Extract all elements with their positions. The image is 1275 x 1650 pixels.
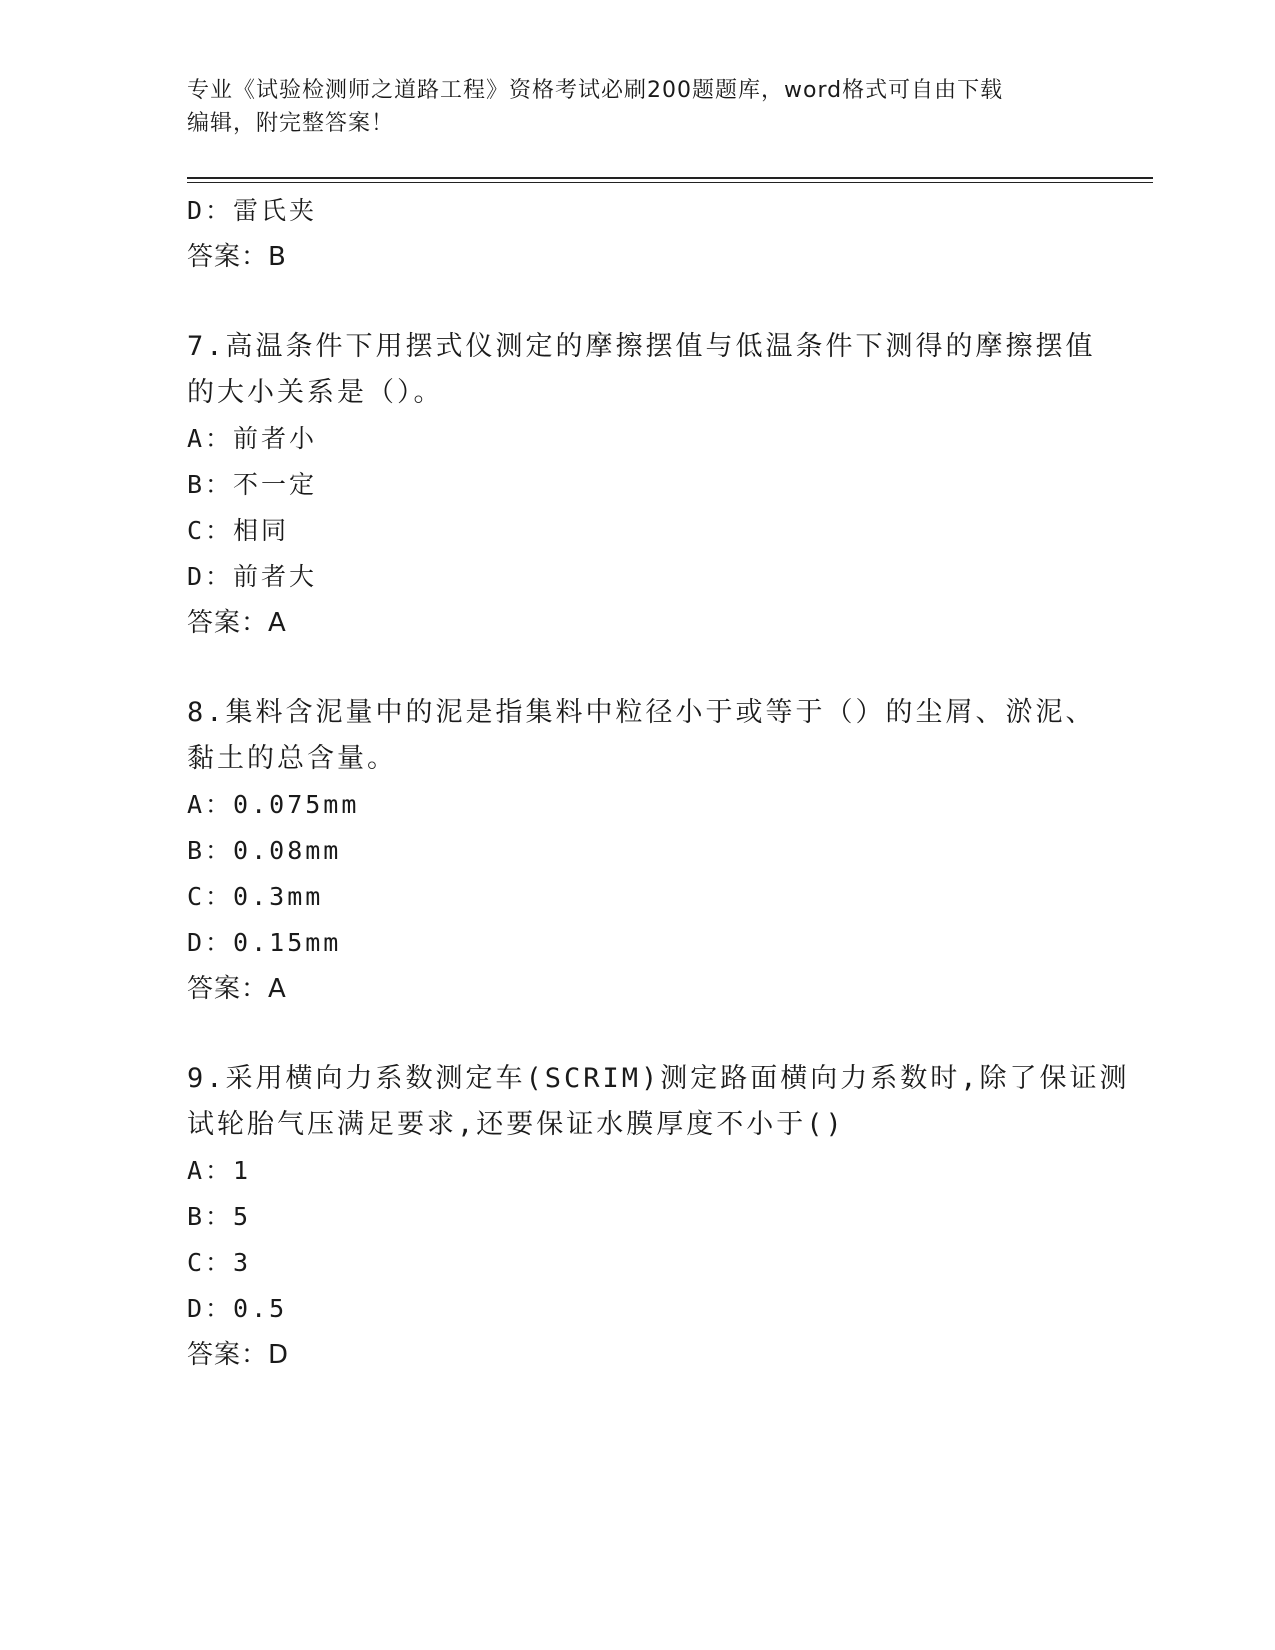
question-8 — [187, 690, 1096, 1012]
option-a: A：1 — [187, 1156, 252, 1185]
option-b: B：5 — [187, 1202, 252, 1231]
question-stem-line-1: 8.集料含泥量中的泥是指集料中粒径小于或等于（）的尘屑、淤泥、 — [187, 697, 1096, 728]
header-title-line-2: 编辑，附完整答案！ — [187, 111, 395, 136]
question-content — [187, 188, 1130, 1378]
option-c: C：相同 — [187, 516, 290, 545]
question-stem-line-1: 9.采用横向力系数测定车(SCRIM)测定路面横向力系数时,除了保证测 — [187, 1063, 1130, 1094]
answer-line: 答案：A — [187, 974, 287, 1004]
answer-line: 答案：B — [187, 242, 287, 272]
previous-question-tail — [187, 188, 1067, 280]
option-c: C：0.3mm — [187, 882, 324, 911]
question-stem-line-1: 7.高温条件下用摆式仪测定的摩擦摆值与低温条件下测得的摩擦摆值 — [187, 331, 1096, 362]
document-header — [187, 74, 1067, 140]
option-d: D：0.15mm — [187, 928, 342, 957]
header-title-line-1: 专业《试验检测师之道路工程》资格考试必刷200题题库，word格式可自由下载 — [187, 78, 1004, 103]
header-divider-thick — [187, 177, 1153, 179]
option-d: D：0.5 — [187, 1294, 288, 1323]
option-c: C：3 — [187, 1248, 252, 1277]
question-stem-line-2: 试轮胎气压满足要求,还要保证水膜厚度不小于() — [187, 1109, 845, 1140]
question-stem-line-2: 黏土的总含量。 — [187, 743, 397, 774]
option-d: D：雷氏夹 — [187, 196, 318, 225]
option-d: D：前者大 — [187, 562, 318, 591]
header-divider-thin — [187, 182, 1153, 183]
answer-line: 答案：A — [187, 608, 287, 638]
option-b: B：不一定 — [187, 470, 318, 499]
question-stem-line-2: 的大小关系是（）。 — [187, 377, 444, 408]
answer-line: 答案：D — [187, 1340, 290, 1370]
question-9 — [187, 1056, 1130, 1378]
question-7 — [187, 324, 1096, 646]
option-a: A：前者小 — [187, 424, 318, 453]
option-a: A：0.075mm — [187, 790, 360, 819]
option-b: B：0.08mm — [187, 836, 342, 865]
